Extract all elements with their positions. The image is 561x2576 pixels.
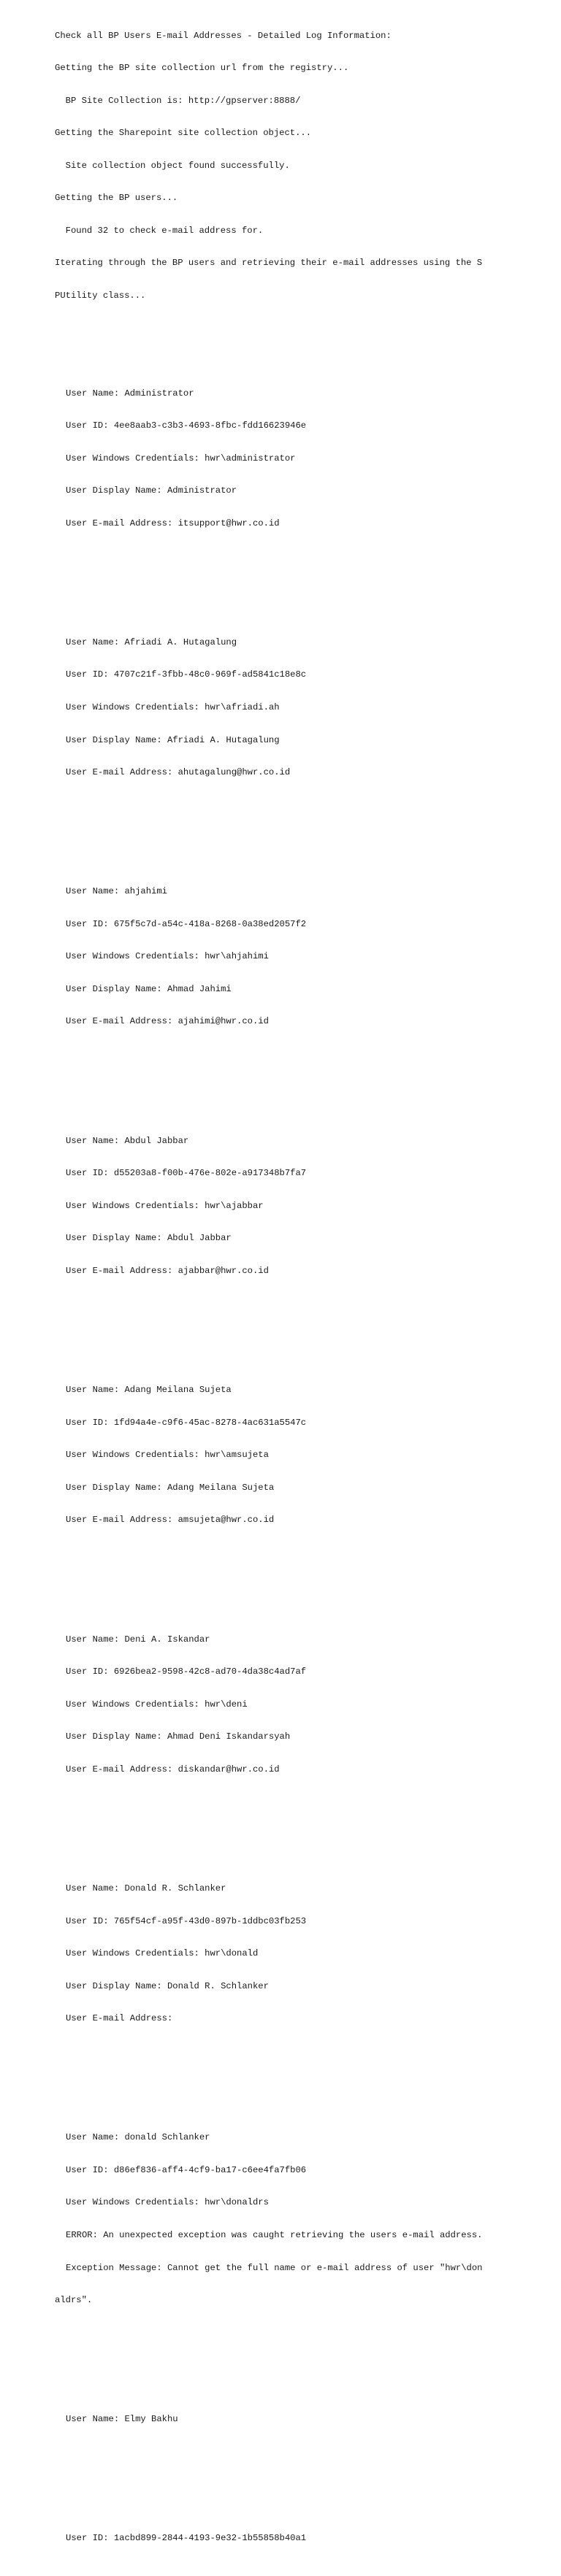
user-record [55,865,482,1049]
user-name-line: User Name: Elmy Bakhu [66,2414,178,2425]
user-name-line: User Name: Administrator [66,388,194,399]
blank-line [55,572,482,583]
user-display-name-line: User Display Name: Abdul Jabbar [66,1233,232,1244]
user-id-line: User ID: 765f54cf-a95f-43d0-897b-1ddbc03fb253 [66,1915,307,1926]
blank-line [55,1320,482,1331]
log-header-line: PUtility class... [55,290,146,301]
user-credentials-line: User Windows Credentials: hwr\amsujeta [66,1450,269,1461]
user-id-line: User ID: d86ef836-aff4-4cf9-ba17-c6ee4fa7fb06 [66,2164,307,2175]
user-id-line: User ID: d55203a8-f00b-476e-802e-a917348b7fa7 [66,1168,307,1179]
user-record [55,2393,482,2565]
user-email-line: User E-mail Address: ajabbar@hwr.co.id [66,1265,269,1276]
user-id-line: User ID: 4707c21f-3fbb-48c0-969f-ad5841c18e8c [66,669,307,680]
user-credentials-line: User Windows Credentials: hwr\donald [66,1948,259,1959]
blank-line [55,323,482,334]
blank-space [55,2447,482,2511]
user-email-line: User E-mail Address: diskandar@hwr.co.id [66,1764,280,1775]
user-credentials-line: User Windows Credentials: hwr\ajabbar [66,1200,264,1211]
user-name-line: User Name: donald Schlanker [66,2132,210,2143]
user-credentials-line: User Windows Credentials: hwr\ahjahimi [66,951,269,962]
user-display-name-line: User Display Name: Adang Meilana Sujeta [66,1482,275,1493]
blank-line [55,821,482,832]
user-id-line: User ID: 1fd94a4e-c9f6-45ac-8278-4ac631a5547c [66,1417,307,1428]
user-record [55,615,482,799]
user-display-name-line: User Display Name: Administrator [66,485,237,496]
user-id-line: User ID: 1acbd899-2844-4193-9e32-1b55858b40a1 [66,2532,307,2543]
blank-line [55,2067,482,2078]
user-name-line: User Name: Adang Meilana Sujeta [66,1385,232,1396]
user-id-line: User ID: 6926bea2-9598-42c8-ad70-4da38c4ad7af [66,1666,307,1677]
blank-line [55,1569,482,1580]
log-output [55,9,482,2576]
log-header-line: BP Site Collection is: http://gpserver:8888/ [55,95,301,106]
exception-message-continuation: aldrs". [55,2295,93,2306]
blank-line [55,1818,482,1829]
user-credentials-line: User Windows Credentials: hwr\administrator [66,453,296,464]
user-id-line: User ID: 675f5c7d-a54c-418a-8268-0a38ed2057f2 [66,918,307,929]
user-record [55,366,482,550]
user-credentials-line: User Windows Credentials: hwr\afriadi.ah [66,702,280,712]
user-email-line: User E-mail Address: itsupport@hwr.co.id [66,518,280,528]
user-record [55,1861,482,2045]
log-header-line: Site collection object found successfully. [55,160,290,171]
user-display-name-line: User Display Name: Afriadi A. Hutagalung [66,734,280,745]
error-line: ERROR: An unexpected exception was caught retrieving the users e-mail address. [66,2229,483,2240]
user-record-error [55,2111,482,2328]
blank-line [55,1071,482,1082]
user-id-line: User ID: 4ee8aab3-c3b3-4693-8fbc-fdd16623946e [66,420,307,431]
log-header-line: Found 32 to check e-mail address for. [55,225,264,236]
user-email-line: User E-mail Address: ahutagalung@hwr.co.id [66,767,291,778]
exception-message-line: Exception Message: Cannot get the full name or e-mail address of user "hwr\don [66,2262,483,2273]
user-name-line: User Name: Deni A. Iskandar [66,1634,210,1645]
user-display-name-line: User Display Name: Ahmad Deni Iskandarsyah [66,1731,291,1742]
user-name-line: User Name: Donald R. Schlanker [66,1883,226,1893]
user-record [55,1612,482,1796]
user-record [55,1114,482,1298]
user-credentials-line: User Windows Credentials: hwr\donaldrs [66,2197,269,2208]
log-header-line: Check all BP Users E-mail Addresses - Detailed Log Information: [55,30,392,41]
user-record [55,1363,482,1547]
user-email-line: User E-mail Address: ajahimi@hwr.co.id [66,1016,269,1027]
log-header-line: Getting the BP site collection url from the registry... [55,63,349,74]
log-header-line: Iterating through the BP users and retrieving their e-mail addresses using the S [55,258,483,269]
user-name-line: User Name: Afriadi A. Hutagalung [66,637,237,647]
log-header-line: Getting the BP users... [55,193,178,204]
user-name-line: User Name: Abdul Jabbar [66,1135,189,1146]
user-email-line: User E-mail Address: amsujeta@hwr.co.id [66,1515,275,1526]
blank-line [55,2349,482,2360]
log-header-line: Getting the Sharepoint site collection object... [55,128,312,139]
user-name-line: User Name: ahjahimi [66,886,167,897]
user-display-name-line: User Display Name: Ahmad Jahimi [66,983,232,994]
user-display-name-line: User Display Name: Donald R. Schlanker [66,1980,269,1991]
user-email-line: User E-mail Address: [66,2013,173,2024]
user-credentials-line: User Windows Credentials: hwr\deni [66,1699,248,1710]
